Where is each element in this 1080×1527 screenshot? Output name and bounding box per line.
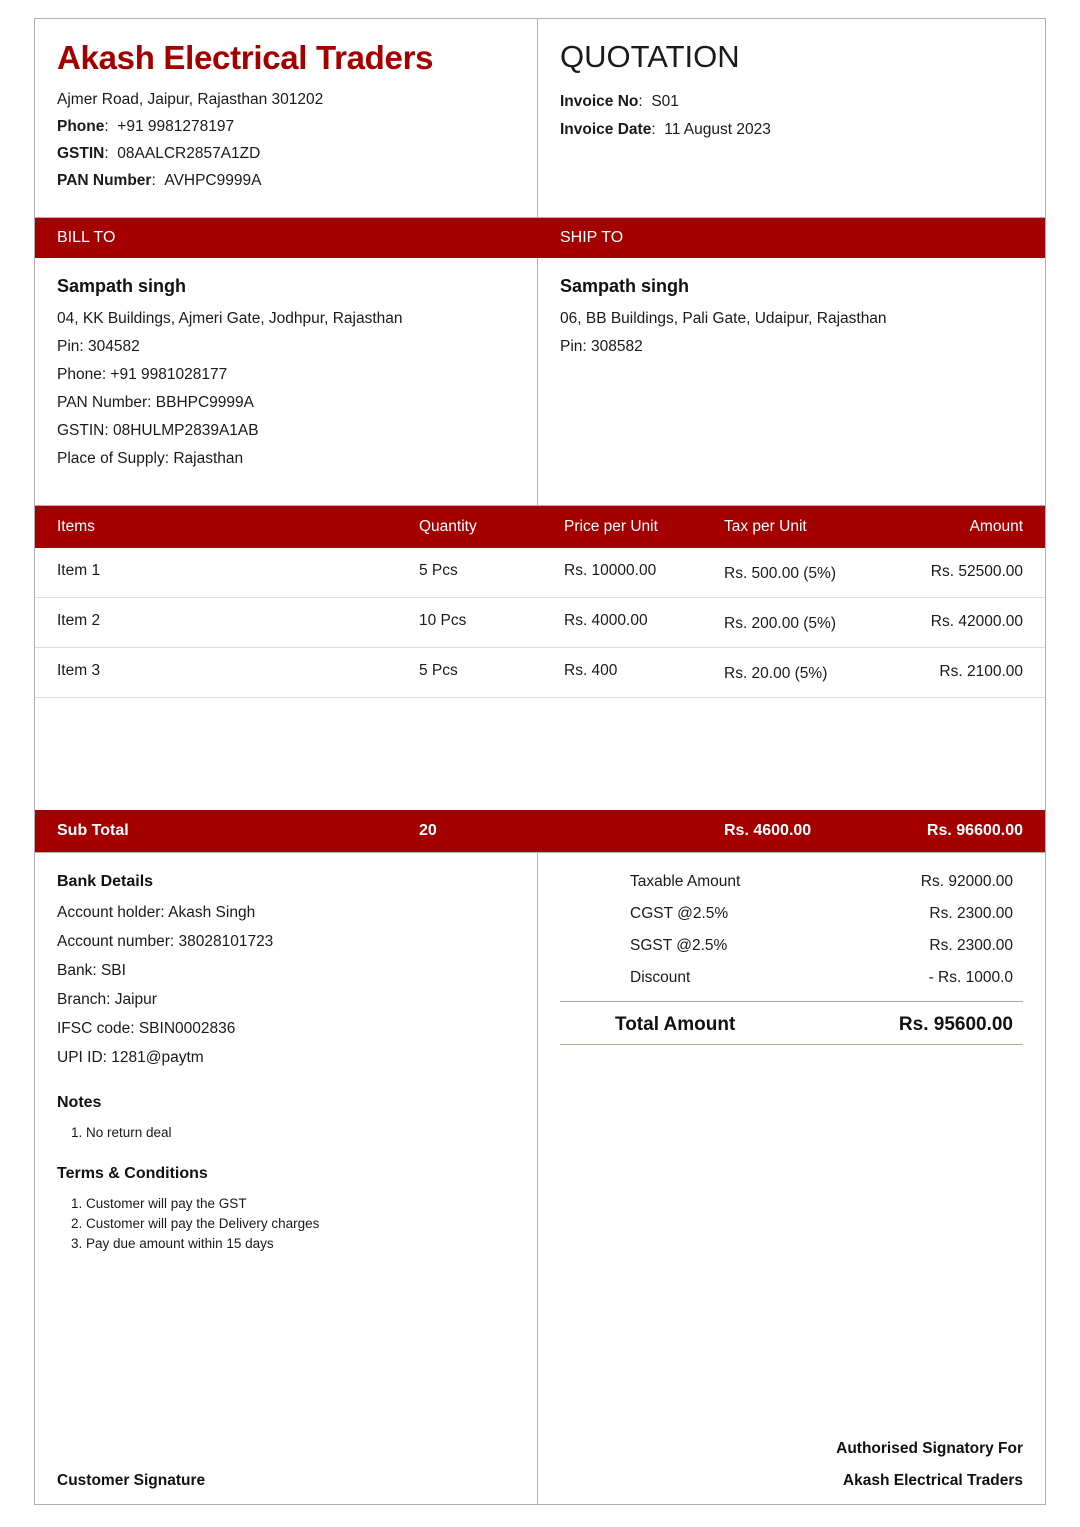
column-header-price: Price per Unit <box>564 518 658 535</box>
ship-to-header: SHIP TO <box>560 229 624 246</box>
invoice-date: Invoice Date: 11 August 2023 <box>560 121 771 138</box>
company-phone-value: +91 9981278197 <box>117 118 235 135</box>
item-name: Item 3 <box>57 662 101 679</box>
total-row-label: Taxable Amount <box>630 873 741 890</box>
total-row-label: Discount <box>630 969 691 986</box>
subtotal-quantity: 20 <box>419 822 437 839</box>
bank-line: Branch: Jaipur <box>57 991 157 1008</box>
authorised-signatory-line2: Akash Electrical Traders <box>842 1472 1023 1489</box>
total-row-label: CGST @2.5% <box>630 905 729 922</box>
company-pan: PAN Number: AVHPC9999A <box>57 172 262 189</box>
authorised-signatory-block <box>560 1440 1023 1490</box>
subtotal-amount: Rs. 96600.00 <box>926 822 1023 839</box>
company-phone: Phone: +91 9981278197 <box>57 118 235 135</box>
bank-line: IFSC code: SBIN0002836 <box>57 1020 236 1037</box>
table-row <box>35 648 1045 698</box>
column-header-amount: Amount <box>969 518 1023 535</box>
document-meta-block <box>538 19 1045 217</box>
column-header-items: Items <box>57 518 95 535</box>
grand-total-label: Total Amount <box>615 1014 736 1035</box>
item-price: Rs. 10000.00 <box>564 562 657 579</box>
item-amount: Rs. 52500.00 <box>930 563 1023 580</box>
total-row-value: Rs. 2300.00 <box>929 905 1013 922</box>
ship-to-address: 06, BB Buildings, Pali Gate, Udaipur, Rajasthan <box>560 310 887 327</box>
company-gstin-value: 08AALCR2857A1ZD <box>117 145 261 162</box>
bill-to-pan: PAN Number: BBHPC9999A <box>57 394 254 411</box>
note-item: 1. No return deal <box>71 1125 172 1140</box>
item-amount: Rs. 42000.00 <box>930 613 1023 630</box>
column-header-quantity: Quantity <box>419 518 477 535</box>
item-tax: Rs. 200.00 (5%) <box>724 615 836 632</box>
subtotal-price-spacer <box>550 822 710 840</box>
company-phone-label: Phone <box>57 118 105 135</box>
company-gstin-label: GSTIN <box>57 145 105 162</box>
total-row-label: SGST @2.5% <box>630 937 728 954</box>
bill-to-place-of-supply: Place of Supply: Rajasthan <box>57 450 244 467</box>
document-footer <box>35 852 1045 1504</box>
term-item: 1. Customer will pay the GST <box>71 1196 247 1211</box>
company-block <box>35 19 538 217</box>
bank-line: UPI ID: 1281@paytm <box>57 1049 204 1066</box>
bill-to-block <box>35 258 538 505</box>
company-pan-value: AVHPC9999A <box>164 172 262 189</box>
item-quantity: 5 Pcs <box>419 562 458 579</box>
bank-line: Bank: SBI <box>57 962 126 979</box>
item-name: Item 1 <box>57 562 101 579</box>
item-quantity: 5 Pcs <box>419 662 458 679</box>
invoice-number: Invoice No: S01 <box>560 93 679 110</box>
item-tax: Rs. 500.00 (5%) <box>724 565 836 582</box>
grand-total-row <box>560 1014 1023 1036</box>
bill-to-phone: Phone: +91 9981028177 <box>57 366 228 383</box>
totals-divider-bottom <box>560 1044 1023 1045</box>
customer-signature-label: Customer Signature <box>57 1472 206 1489</box>
bill-to-address: 04, KK Buildings, Ajmeri Gate, Jodhpur, Rajasthan <box>57 310 403 327</box>
item-amount: Rs. 2100.00 <box>939 663 1023 680</box>
total-row <box>560 937 1023 955</box>
bank-line: Account holder: Akash Singh <box>57 904 256 921</box>
parties-header-bar <box>35 218 1045 258</box>
total-row <box>560 969 1023 987</box>
subtotal-row <box>35 810 1045 852</box>
ship-to-block <box>538 258 1045 505</box>
bill-to-name: Sampath singh <box>57 276 187 296</box>
total-row <box>560 873 1023 891</box>
bank-line: Account number: 38028101723 <box>57 933 274 950</box>
item-name: Item 2 <box>57 612 101 629</box>
table-row <box>35 548 1045 598</box>
company-pan-label: PAN Number <box>57 172 152 189</box>
total-row <box>560 905 1023 923</box>
authorised-signatory-line1: Authorised Signatory For <box>836 1440 1023 1457</box>
item-price: Rs. 4000.00 <box>564 612 648 629</box>
items-table-body <box>35 548 1045 810</box>
items-table-header <box>35 506 1045 548</box>
company-address: Ajmer Road, Jaipur, Rajasthan 301202 <box>57 91 324 108</box>
parties-section <box>35 258 1045 506</box>
total-row-value: Rs. 92000.00 <box>920 873 1013 890</box>
column-header-tax: Tax per Unit <box>724 518 807 535</box>
ship-to-name: Sampath singh <box>560 276 690 296</box>
item-tax: Rs. 20.00 (5%) <box>724 665 828 682</box>
bill-to-pin: Pin: 304582 <box>57 338 140 355</box>
table-row <box>35 598 1045 648</box>
item-quantity: 10 Pcs <box>419 612 467 629</box>
totals-block <box>538 853 1045 1504</box>
term-item: 2. Customer will pay the Delivery charges <box>71 1216 320 1231</box>
total-row-value: Rs. 2300.00 <box>929 937 1013 954</box>
invoice-number-label: Invoice No <box>560 93 639 110</box>
invoice-date-label: Invoice Date <box>560 121 652 138</box>
subtotal-tax: Rs. 4600.00 <box>724 822 812 839</box>
grand-total-value: Rs. 95600.00 <box>898 1014 1013 1035</box>
notes-title: Notes <box>57 1094 102 1111</box>
totals-divider-top <box>560 1001 1023 1002</box>
notes-block <box>57 1094 515 1145</box>
totals-table <box>560 873 1023 1057</box>
subtotal-label: Sub Total <box>57 822 129 839</box>
company-gstin: GSTIN: 08AALCR2857A1ZD <box>57 145 261 162</box>
company-name: Akash Electrical Traders <box>57 39 434 76</box>
term-item: 3. Pay due amount within 15 days <box>71 1236 274 1251</box>
document-header <box>35 19 1045 218</box>
bill-to-header: BILL TO <box>35 218 538 258</box>
bank-details-title: Bank Details <box>57 873 154 890</box>
document-title: QUOTATION <box>560 39 740 74</box>
terms-title: Terms & Conditions <box>57 1165 208 1182</box>
invoice-number-value: S01 <box>651 93 679 110</box>
item-price: Rs. 400 <box>564 662 618 679</box>
bill-to-gstin: GSTIN: 08HULMP2839A1AB <box>57 422 259 439</box>
invoice-date-value: 11 August 2023 <box>664 121 771 138</box>
invoice-document <box>34 18 1046 1505</box>
terms-block <box>57 1165 515 1256</box>
total-row-value: - Rs. 1000.0 <box>928 969 1013 986</box>
ship-to-pin: Pin: 308582 <box>560 338 643 355</box>
bank-notes-terms-block <box>35 853 538 1504</box>
